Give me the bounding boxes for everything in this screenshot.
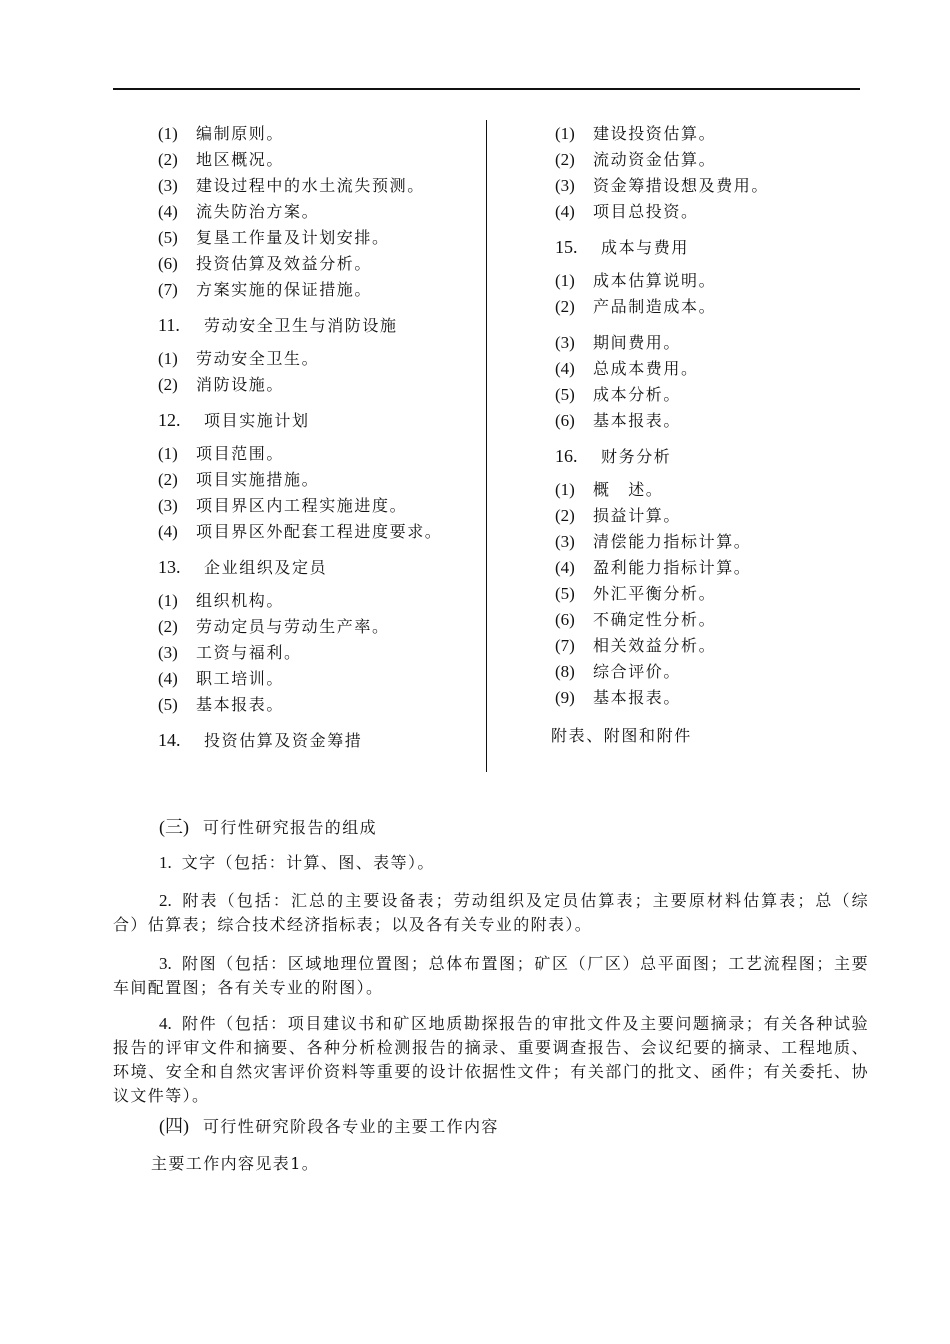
list-item-text: 消防设施。 xyxy=(196,375,285,394)
list-item xyxy=(555,147,875,173)
list-item xyxy=(158,519,478,545)
header-rule xyxy=(113,88,860,90)
list-item-number: (6) xyxy=(158,254,178,273)
list-item-text: 成本估算说明。 xyxy=(593,271,717,290)
list-item-text: 项目实施措施。 xyxy=(196,470,320,489)
list-item xyxy=(555,268,875,294)
list-item xyxy=(555,685,875,711)
appendix-heading: 附表、附图和附件 xyxy=(551,726,692,745)
section-heading xyxy=(158,312,478,338)
list-item-number: (3) xyxy=(158,176,178,195)
heading-text: 投资估算及资金筹措 xyxy=(204,731,363,750)
heading-number: 14. xyxy=(158,730,181,750)
paragraph-3-text: 附图（包括：区域地理位置图；总体布置图；矿区（厂区）总平面图；工艺流程图；主要车间配置图；各有关专业的附图）。 xyxy=(113,954,869,997)
heading-text: 劳动安全卫生与消防设施 xyxy=(204,316,398,335)
list-item xyxy=(555,555,875,581)
section-4-heading-block xyxy=(113,1113,869,1140)
list-item xyxy=(158,225,478,251)
list-item-text: 劳动安全卫生。 xyxy=(196,349,320,368)
list-item-number: (3) xyxy=(158,496,178,515)
list-item-number: (6) xyxy=(555,610,575,629)
section-3-heading xyxy=(113,814,869,841)
list-item-text: 资金筹措设想及费用。 xyxy=(593,176,770,195)
list-item xyxy=(158,640,478,666)
heading-number: 11. xyxy=(158,315,180,335)
list-item-text: 综合评价。 xyxy=(593,662,682,681)
list-item-number: (2) xyxy=(555,297,575,316)
list-item xyxy=(158,199,478,225)
paragraph-1 xyxy=(113,851,869,875)
list-item-number: (6) xyxy=(555,411,575,430)
list-item-number: (5) xyxy=(555,385,575,404)
list-item-number: (4) xyxy=(555,558,575,577)
list-item-text: 盈利能力指标计算。 xyxy=(593,558,752,577)
list-item-number: (3) xyxy=(158,643,178,662)
list-item-text: 职工培训。 xyxy=(196,669,285,688)
section-3-number: (三) xyxy=(159,817,189,837)
list-item xyxy=(555,356,875,382)
closing-line-block xyxy=(113,1151,869,1177)
list-item-number: (1) xyxy=(555,480,575,499)
list-item-number: (8) xyxy=(555,662,575,681)
list-item-text: 概 述。 xyxy=(593,480,664,499)
list-item-text: 建设过程中的水土流失预测。 xyxy=(196,176,425,195)
list-item xyxy=(158,121,478,147)
list-item-text: 清偿能力指标计算。 xyxy=(593,532,752,551)
paragraph-2-text: 附表（包括：汇总的主要设备表；劳动组织及定员估算表；主要原材料估算表；总（综合）估算表；综合技术经济指标表；以及各有关专业的附表）。 xyxy=(113,891,869,934)
list-item xyxy=(158,251,478,277)
list-item-number: (2) xyxy=(158,375,178,394)
list-item-text: 投资估算及效益分析。 xyxy=(196,254,373,273)
list-item xyxy=(158,147,478,173)
list-item xyxy=(555,659,875,685)
list-item xyxy=(158,588,478,614)
section-4-number: (四) xyxy=(159,1116,189,1136)
list-item xyxy=(555,294,875,320)
section-heading xyxy=(158,407,478,433)
section-3-heading-block xyxy=(113,814,869,841)
list-item-text: 相关效益分析。 xyxy=(593,636,717,655)
closing-line: 主要工作内容见表1。 xyxy=(151,1154,320,1173)
list-item xyxy=(158,467,478,493)
list-item-text: 成本分析。 xyxy=(593,385,682,404)
list-item-text: 组织机构。 xyxy=(196,591,285,610)
list-item xyxy=(158,277,478,303)
list-item xyxy=(555,607,875,633)
list-item-number: (4) xyxy=(555,359,575,378)
list-item-text: 编制原则。 xyxy=(196,124,285,143)
list-item xyxy=(555,173,875,199)
list-item-text: 基本报表。 xyxy=(593,411,682,430)
section-4-heading xyxy=(113,1113,869,1140)
list-item xyxy=(158,346,478,372)
right-column xyxy=(551,121,875,749)
list-item-text: 外汇平衡分析。 xyxy=(593,584,717,603)
list-item-number: (1) xyxy=(158,124,178,143)
list-item-number: (5) xyxy=(158,695,178,714)
list-item-number: (3) xyxy=(555,333,575,352)
list-item-text: 流动资金估算。 xyxy=(593,150,717,169)
list-item-number: (4) xyxy=(555,202,575,221)
list-item-number: (2) xyxy=(555,150,575,169)
list-item-text: 复垦工作量及计划安排。 xyxy=(196,228,390,247)
list-item-number: (4) xyxy=(158,202,178,221)
list-item xyxy=(158,493,478,519)
section-heading xyxy=(158,727,478,753)
list-item-text: 流失防治方案。 xyxy=(196,202,320,221)
heading-text: 企业组织及定员 xyxy=(204,558,328,577)
list-item-text: 工资与福利。 xyxy=(196,643,302,662)
list-item-text: 产品制造成本。 xyxy=(593,297,717,316)
list-item-number: (7) xyxy=(555,636,575,655)
paragraph-4-number: 4. xyxy=(159,1014,172,1033)
list-item-number: (1) xyxy=(158,349,178,368)
list-item-number: (7) xyxy=(158,280,178,299)
paragraph-3-number: 3. xyxy=(159,954,172,973)
list-item-text: 基本报表。 xyxy=(196,695,285,714)
left-column xyxy=(158,121,478,761)
list-item-text: 项目总投资。 xyxy=(593,202,699,221)
list-item xyxy=(555,199,875,225)
heading-text: 成本与费用 xyxy=(601,238,690,257)
list-item-text: 项目界区外配套工程进度要求。 xyxy=(196,522,443,541)
list-item xyxy=(555,121,875,147)
paragraph-3 xyxy=(113,952,869,1000)
list-item xyxy=(555,529,875,555)
list-item xyxy=(555,477,875,503)
list-item xyxy=(158,692,478,718)
section-heading xyxy=(555,234,875,260)
list-item-number: (1) xyxy=(555,124,575,143)
list-item xyxy=(158,614,478,640)
list-item xyxy=(555,633,875,659)
list-item-text: 地区概况。 xyxy=(196,150,285,169)
list-item xyxy=(555,382,875,408)
paragraph-1-text: 文字（包括：计算、图、表等）。 xyxy=(181,853,435,872)
list-item-number: (9) xyxy=(555,688,575,707)
list-item-text: 不确定性分析。 xyxy=(593,610,717,629)
heading-number: 16. xyxy=(555,446,578,466)
list-item-number: (4) xyxy=(158,669,178,688)
section-3-title: 可行性研究报告的组成 xyxy=(203,818,378,837)
list-item-number: (2) xyxy=(158,617,178,636)
list-item-number: (2) xyxy=(158,150,178,169)
list-item-number: (5) xyxy=(555,584,575,603)
heading-text: 项目实施计划 xyxy=(204,411,310,430)
list-item-number: (1) xyxy=(158,444,178,463)
section-heading xyxy=(555,443,875,469)
list-item xyxy=(555,581,875,607)
list-item-number: (2) xyxy=(158,470,178,489)
list-item-number: (1) xyxy=(555,271,575,290)
list-item xyxy=(158,173,478,199)
heading-number: 12. xyxy=(158,410,181,430)
list-item xyxy=(555,408,875,434)
list-item-number: (2) xyxy=(555,506,575,525)
section-4-title: 可行性研究阶段各专业的主要工作内容 xyxy=(203,1117,499,1136)
list-item-text: 损益计算。 xyxy=(593,506,682,525)
list-item-text: 期间费用。 xyxy=(593,333,682,352)
list-item-text: 项目范围。 xyxy=(196,444,285,463)
list-item-number: (4) xyxy=(158,522,178,541)
list-item-text: 项目界区内工程实施进度。 xyxy=(196,496,408,515)
column-divider xyxy=(486,120,487,772)
list-item xyxy=(555,330,875,356)
list-item xyxy=(555,503,875,529)
paragraph-4-text: 附件（包括：项目建议书和矿区地质勘探报告的审批文件及主要问题摘录；有关各种试验报告的评审文件和摘要、各种分析检测报告的摘录、重要调查报告、会议纪要的摘录、工程地质、环境、安全和自然灾害评价资料等重要的设计依据性文件；有关部门的批文、函件；有关委托、协议文件等）。 xyxy=(113,1014,869,1105)
heading-number: 15. xyxy=(555,237,578,257)
list-item-text: 方案实施的保证措施。 xyxy=(196,280,373,299)
heading-number: 13. xyxy=(158,557,181,577)
list-item-text: 劳动定员与劳动生产率。 xyxy=(196,617,390,636)
list-item-number: (5) xyxy=(158,228,178,247)
paragraph-2 xyxy=(113,889,869,937)
paragraph-1-number: 1. xyxy=(159,853,172,872)
list-item xyxy=(158,666,478,692)
list-item-text: 建设投资估算。 xyxy=(593,124,717,143)
section-heading xyxy=(158,554,478,580)
list-item-number: (3) xyxy=(555,532,575,551)
paragraph-4 xyxy=(113,1012,869,1108)
list-item-number: (1) xyxy=(158,591,178,610)
paragraph-2-number: 2. xyxy=(159,891,172,910)
list-item xyxy=(158,372,478,398)
list-item-text: 基本报表。 xyxy=(593,688,682,707)
heading-text: 财务分析 xyxy=(601,447,672,466)
list-item-text: 总成本费用。 xyxy=(593,359,699,378)
list-item-number: (3) xyxy=(555,176,575,195)
list-item xyxy=(158,441,478,467)
